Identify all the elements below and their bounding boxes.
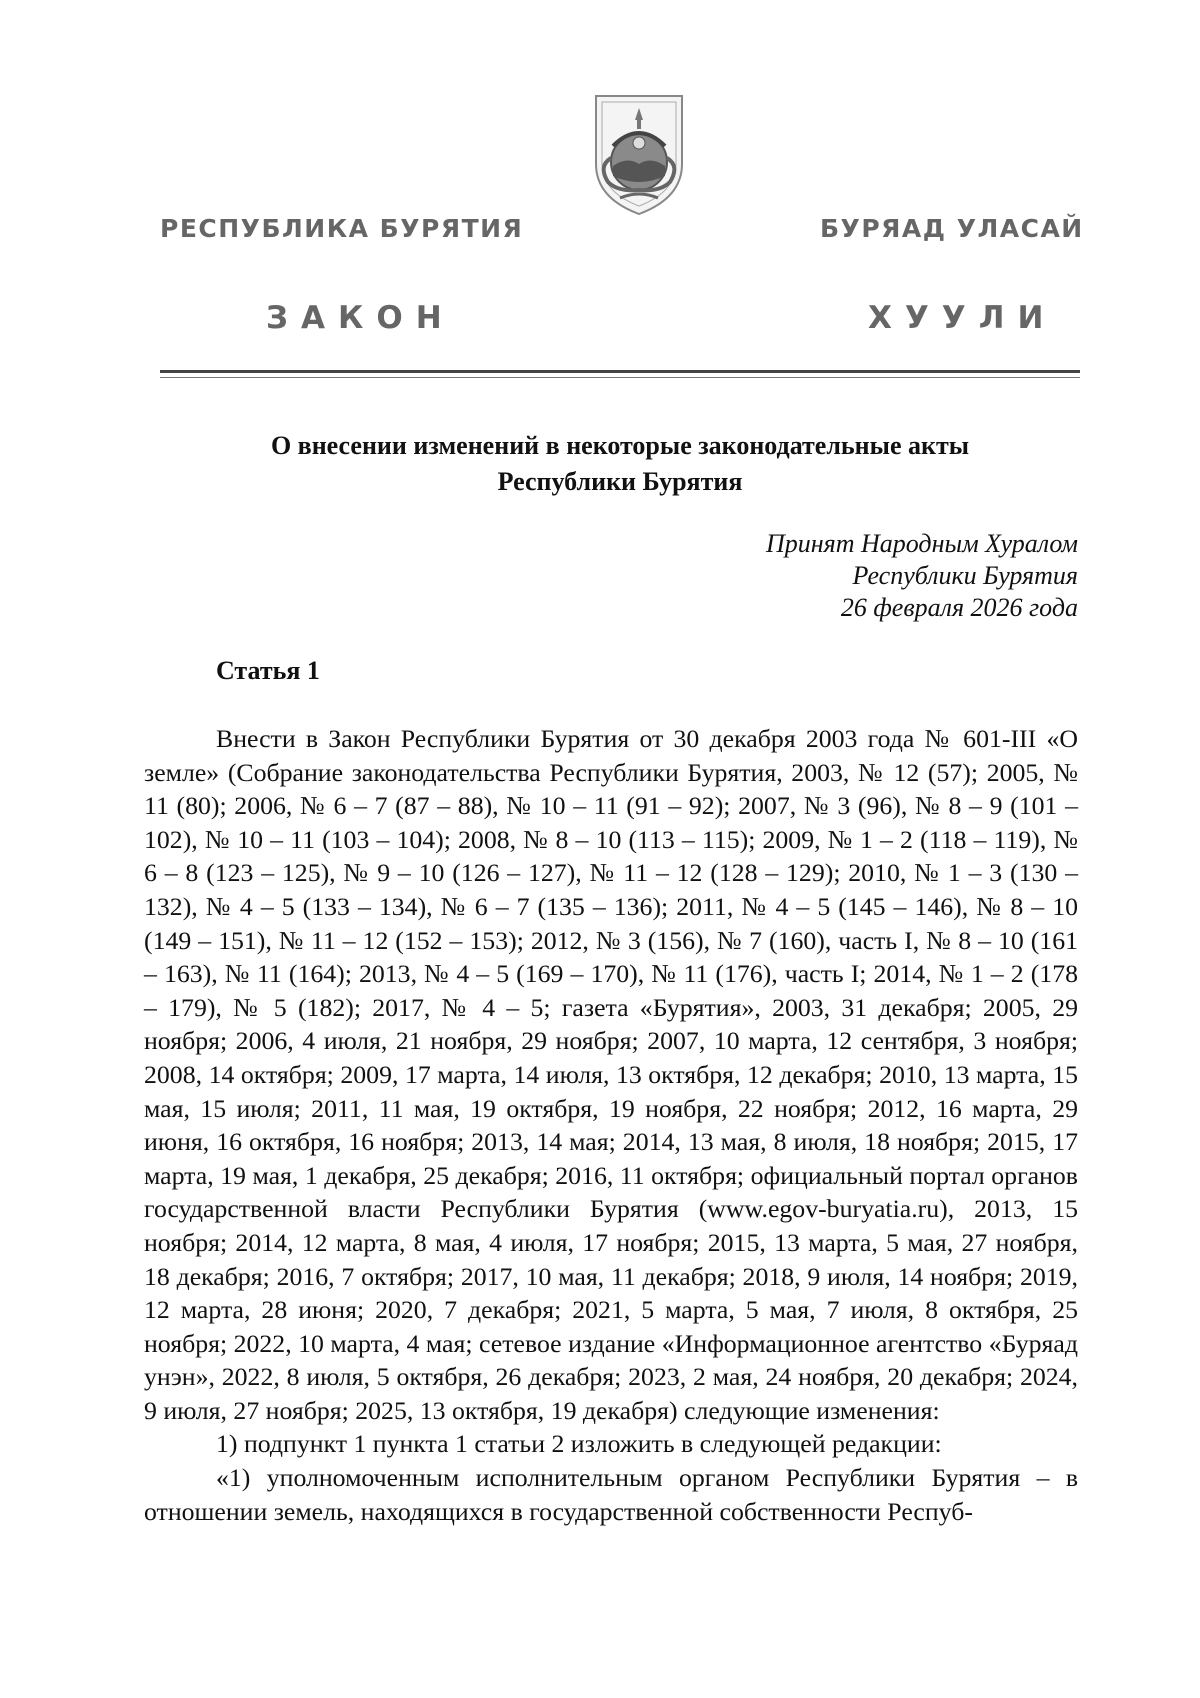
republic-name-russian: РЕСПУБЛИКА БУРЯТИЯ [160,214,524,243]
adoption-date: 26 февраля 2026 года [840,593,1078,622]
law-label-buryat: ХУУЛИ [868,300,1057,336]
body-paragraph: 1) подпункт 1 пункта 1 статьи 2 изложить в следующей редакции: [216,1429,942,1459]
header-divider [160,370,1080,378]
title-line-1: О внесении изменений в некоторые законодательные акты [270,431,970,460]
body-paragraph: «1) уполномоченным исполнительным органом Республики Бурятия – в отношении земель, находящихся в государственной собственности Респуб- [144,1463,1078,1526]
body-paragraph: Внести в Закон Республики Бурятия от 30 декабря 2003 года № 601-III «О земле» (Собрание законодательства Республики Бурятия, 2003, № 12 (57); 2005, № 11 (80); 2006, № 6 – 7 (87 – 88), № 10 – 11 (91 – 92); 2007, № 3 (96), № 8 – 9 (101 – 102), № 10 – 11 (103 – 104); 2008, № 8 – 10 (113 – 115); 2009, № 1 – 2 (118 – 119), № 6 – 8 (123 – 125), № 9 – 10 (126 – 127), № 11 – 12 (128 – 129); 2010, № 1 – 3 (130 – 132), № 4 – 5 (133 – 134), № 6 – 7 (135 – 136); 2011, № 4 – 5 (145 – 146), № 8 – 10 (149 – 151), № 11 – 12 (152 – 153); 2012, № 3 (156), № 7 (160), часть I, № 8 – 10 (161 – 163), № 11 (164); 2013, № 4 – 5 (169 – 170), № 11 (176), часть I; 2014, № 1 – 2 (178 – 179), № 5 (182); 2017, № 4 – 5; газета «Бурятия», 2003, 31 декабря; 2005, 29 ноября; 2006, 4 июля, 21 ноября, 29 ноября; 2007, 10 марта, 12 сентября, 3 ноября; 2008, 14 октября; 2009, 17 марта, 14 июля, 13 октября, 12 декабря; 2010, 13 марта, 15 мая, 15 июля; 2011, 11 мая, 19 октября, 19 ноября, 22 ноября; 2012, 16 марта, 29 июня, 16 октября, 16 ноября; 2013, 14 мая; 2014, 13 мая, 8 июля, 18 ноября; 2015, 17 марта, 19 мая, 1 декабря, 25 декабря; 2016, 11 октября; официальный портал органов государственной власти Республики Бурятия (www.egov-buryatia.ru), 2013, 15 ноября; 2014, 12 марта, 8 мая, 4 июля, 17 ноября; 2015, 13 марта, 5 мая, 27 ноября, 18 декабря; 2016, 7 октября; 2017, 10 мая, 11 декабря; 2018, 9 июля, 14 ноября; 2019, 12 марта, 28 июня; 2020, 7 декабря; 2021, 5 марта, 5 мая, 7 июля, 8 октября, 25 ноября; 2022, 10 марта, 4 мая; сетевое издание «Информационное агентство «Буряад унэн», 2022, 8 июля, 5 октября, 26 декабря; 2023, 2 мая, 24 ноября, 20 декабря; 2024, 9 июля, 27 ноября; 2025, 13 октября, 19 декабря) следующие изменения: [144,724,1078,1425]
article-heading: Статья 1 [216,656,320,685]
adoption-note [766,528,1078,624]
article-body [144,722,1078,1528]
law-label-russian: ЗАКОН [266,300,455,336]
republic-name-buryat: БУРЯАД УЛАСАЙ [820,214,1084,243]
coat-of-arms-emblem-icon [590,86,688,218]
adoption-line-1: Принят Народным Хуралом [765,529,1078,558]
adoption-line-2: Республики Бурятия [852,561,1078,590]
document-title [160,428,1080,500]
title-line-2: Республики Бурятия [497,467,743,496]
